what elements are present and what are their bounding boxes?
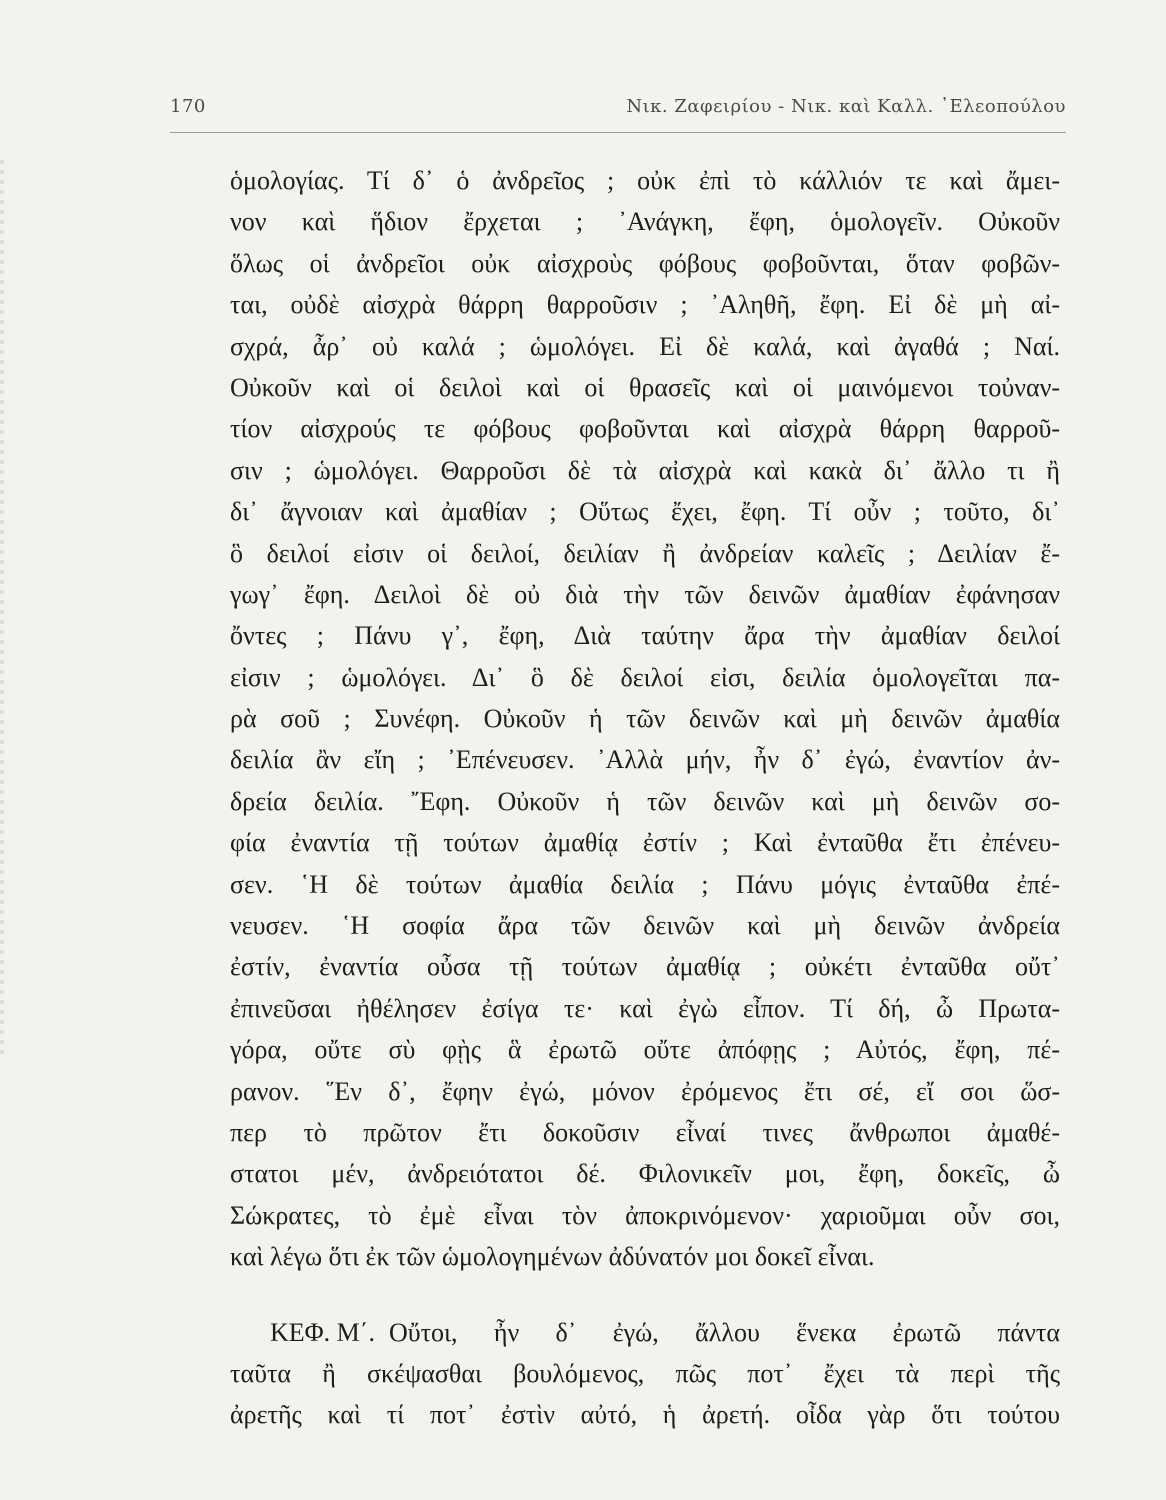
text-line [230,243,1060,284]
text-line [230,1394,1060,1435]
text-line [230,1353,1060,1394]
text-line [230,905,1060,946]
text-line-content: ἐπινεῦσαι ἠθέλησεν ἐσίγα τε· καὶ ἐγὼ εἶπον. Τί δή, ὦ Πρωτα- [230,993,1060,1023]
text-line [230,533,1060,574]
text-line-content: τίον αἰσχρούς τε φόβους φοβοῦνται καὶ αἰσχρὰ θάρρη θαρροῦ- [230,414,1060,444]
body-text [230,160,1060,1436]
text-line [230,615,1060,656]
text-line-content: ὁμολογίας. Τί δ᾽ ὁ ἀνδρεῖος ; οὐκ ἐπὶ τὸ κάλλιόν τε καὶ ἄμει- [230,166,1060,195]
text-line-content: εἰσιν ; ὡμολόγει. Δι᾽ ὃ δὲ δειλοί εἰσι, δειλία ὁμολογεῖται πα- [230,662,1060,692]
text-line-content: ρανον. ῞Εν δ᾽, ἔφην ἐγώ, μόνον ἐρόμενος ἔτι σέ, εἴ σοι ὥσ- [230,1076,1060,1106]
text-line [230,1071,1060,1112]
text-line-content: Σώκρατες, τὸ ἐμὲ εἶναι τὸν ἀποκρινόμενον· χαριοῦμαι οὖν σοι, [230,1200,1060,1230]
text-line [230,408,1060,449]
text-line [230,822,1060,863]
text-line [230,1312,1060,1353]
text-line [230,284,1060,325]
text-line [230,450,1060,491]
text-line [230,574,1060,615]
text-line [230,739,1060,780]
text-line [230,201,1060,242]
text-line-content: δι᾽ ἄγνοιαν καὶ ἀμαθίαν ; Οὕτως ἔχει, ἔφη. Τί οὖν ; τοῦτο, δι᾽ [230,497,1060,527]
text-line-content: ταῦτα ἢ σκέψασθαι βουλόμενος, πῶς ποτ᾽ ἔχει τὰ περὶ τῆς [230,1358,1060,1388]
header-rule [170,132,1066,133]
text-line-content: Οὔτοι, ἦν δ᾽ ἐγώ, ἄλλου ἕνεκα ἐρωτῶ πάντα [388,1317,1060,1347]
text-line [230,698,1060,739]
text-line-content: γωγ᾽ ἔφη. Δειλοὶ δὲ οὐ διὰ τὴν τῶν δεινῶν ἀμαθίαν ἐφάνησαν [230,579,1060,609]
margin-scan-marks [0,160,4,1060]
paragraph [230,160,1060,1278]
text-line-content: στατοι μέν, ἀνδρειότατοι δέ. Φιλονικεῖν μοι, ἔφη, δοκεῖς, ὦ [230,1159,1060,1189]
text-line-content: νευσεν. ῾Η σοφία ἄρα τῶν δεινῶν καὶ μὴ δεινῶν ἀνδρεία [230,911,1060,941]
text-line [230,160,1060,201]
text-line-content: σεν. ῾Η δὲ τούτων ἀμαθία δειλία ; Πάνυ μόγις ἐνταῦθα ἐπέ- [230,869,1060,899]
text-line [230,988,1060,1029]
text-line-content: ἀρετῆς καὶ τί ποτ᾽ ἐστὶν αὐτό, ἡ ἀρετή. οἶδα γὰρ ὅτι τούτου [230,1400,1060,1430]
text-line [230,367,1060,408]
text-line [230,657,1060,698]
text-line-content: φία ἐναντία τῇ τούτων ἀμαθίᾳ ἐστίν ; Καὶ ἐνταῦθα ἔτι ἐπένευ- [230,828,1060,858]
chapter-label: ΚΕΦ. Μ΄. [270,1317,375,1347]
text-line-content: ὅλως οἱ ἀνδρεῖοι οὐκ αἰσχροὺς φόβους φοβοῦνται, ὅταν φοβῶν- [230,248,1060,278]
text-line [230,864,1060,905]
text-line-content: ὄντες ; Πάνυ γ᾽, ἔφη, Διὰ ταύτην ἄρα τὴν ἀμαθίαν δειλοί [230,621,1060,651]
text-line-content: Οὐκοῦν καὶ οἱ δειλοὶ καὶ οἱ θρασεῖς καὶ οἱ μαινόμενοι τοὐναν- [230,372,1060,402]
text-line-content: δειλία ἂν εἴη ; ᾿Επένευσεν. ᾿Αλλὰ μήν, ἦν δ᾽ ἐγώ, ἐναντίον ἀν- [230,745,1060,775]
chapter-paragraph [230,1312,1060,1436]
text-line [230,1195,1060,1236]
text-line [230,491,1060,532]
text-line-content: περ τὸ πρῶτον ἔτι δοκοῦσιν εἶναί τινες ἄνθρωποι ἀμαθέ- [230,1117,1060,1147]
page-number: 170 [170,96,206,117]
text-line-content: ται, οὐδὲ αἰσχρὰ θάρρη θαρροῦσιν ; ᾿Αληθῆ, ἔφη. Εἰ δὲ μὴ αἰ- [230,290,1060,320]
text-line-content: ἐστίν, ἐναντία οὖσα τῇ τούτων ἀμαθίᾳ ; οὐκέτι ἐνταῦθα οὔτ᾽ [230,952,1060,982]
text-line [230,1236,1060,1277]
text-line [230,781,1060,822]
text-line-content: ὃ δειλοί εἰσιν οἱ δειλοί, δειλίαν ἢ ἀνδρείαν καλεῖς ; Δειλίαν ἔ- [230,538,1060,568]
text-line [230,1112,1060,1153]
text-line [230,1153,1060,1194]
text-line-content: σχρά, ἆρ᾽ οὐ καλά ; ὡμολόγει. Εἰ δὲ καλά, καὶ ἀγαθά ; Ναί. [230,331,1060,361]
text-line-content: δρεία δειλία. ῎Εφη. Οὐκοῦν ἡ τῶν δεινῶν καὶ μὴ δεινῶν σο- [230,786,1060,816]
text-line-content: καὶ λέγω ὅτι ἐκ τῶν ὡμολογημένων ἀδύνατόν μοι δοκεῖ εἶναι. [230,1242,875,1272]
running-title: Νικ. Ζαφειρίου - Νικ. καὶ Καλλ. ᾿Ελεοπούλου [626,96,1066,117]
paragraph-gap [230,1278,1060,1312]
text-line [230,1029,1060,1070]
text-line [230,946,1060,987]
text-line-content: γόρα, οὔτε σὺ φῂς ἃ ἐρωτῶ οὔτε ἀπόφῃς ; Αὐτός, ἔφη, πέ- [230,1035,1060,1065]
text-line [230,326,1060,367]
running-head [170,96,1066,126]
text-line-content: σιν ; ὡμολόγει. Θαρροῦσι δὲ τὰ αἰσχρὰ καὶ κακὰ δι᾽ ἄλλο τι ἢ [230,455,1060,485]
text-line-content: ρὰ σοῦ ; Συνέφη. Οὐκοῦν ἡ τῶν δεινῶν καὶ μὴ δεινῶν ἀμαθία [230,704,1060,734]
text-line-content: νον καὶ ἥδιον ἔρχεται ; ᾿Ανάγκη, ἔφη, ὁμολογεῖν. Οὐκοῦν [230,207,1060,237]
